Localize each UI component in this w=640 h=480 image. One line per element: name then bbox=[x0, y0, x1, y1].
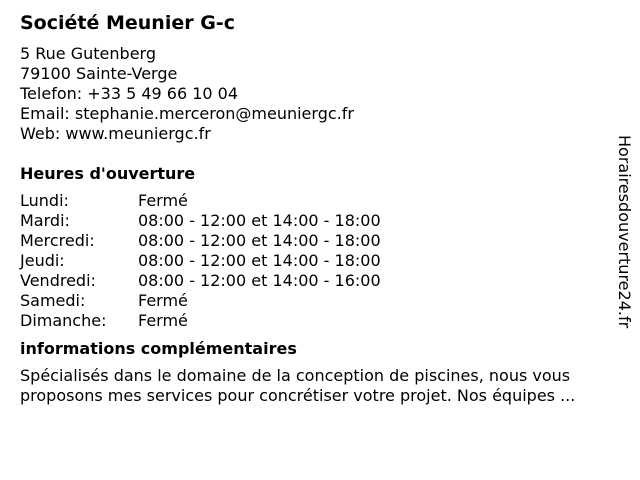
hours-time: Fermé bbox=[138, 311, 188, 330]
hours-row-sunday bbox=[20, 311, 620, 331]
web-line: Web: www.meuniergc.fr bbox=[20, 124, 211, 143]
hours-time: Fermé bbox=[138, 191, 188, 210]
hours-time: 08:00 - 12:00 et 14:00 - 18:00 bbox=[138, 211, 381, 230]
site-watermark: Horairesdouverture24.fr bbox=[615, 135, 634, 329]
hours-row-friday bbox=[20, 271, 620, 291]
hours-table bbox=[20, 191, 620, 331]
hours-time: 08:00 - 12:00 et 14:00 - 18:00 bbox=[138, 251, 381, 270]
hours-time: Fermé bbox=[138, 291, 188, 310]
hours-day: Samedi: bbox=[20, 291, 86, 310]
hours-heading: Heures d'ouverture bbox=[20, 164, 196, 183]
email-line: Email: stephanie.merceron@meuniergc.fr bbox=[20, 104, 354, 123]
hours-time: 08:00 - 12:00 et 14:00 - 18:00 bbox=[138, 231, 381, 250]
hours-day: Dimanche: bbox=[20, 311, 107, 330]
company-name: Société Meunier G-c bbox=[20, 12, 235, 34]
hours-day: Jeudi: bbox=[20, 251, 65, 270]
address-street: 5 Rue Gutenberg bbox=[20, 44, 156, 63]
hours-day: Vendredi: bbox=[20, 271, 96, 290]
hours-row-tuesday bbox=[20, 211, 620, 231]
address-city: 79100 Sainte-Verge bbox=[20, 64, 178, 83]
info-heading: informations complémentaires bbox=[20, 339, 297, 358]
hours-row-thursday bbox=[20, 251, 620, 271]
phone-line: Telefon: +33 5 49 66 10 04 bbox=[20, 84, 239, 103]
hours-row-wednesday bbox=[20, 231, 620, 251]
info-description bbox=[20, 366, 630, 406]
hours-row-saturday bbox=[20, 291, 620, 311]
company-card bbox=[20, 10, 620, 406]
address-block bbox=[20, 44, 620, 144]
hours-day: Mercredi: bbox=[20, 231, 95, 250]
info-line: Spécialisés dans le domaine de la conception de piscines, nous vous bbox=[20, 366, 571, 385]
hours-row-monday bbox=[20, 191, 620, 211]
info-line: proposons mes services pour concrétiser votre projet. Nos équipes ... bbox=[20, 386, 576, 405]
hours-day: Lundi: bbox=[20, 191, 69, 210]
hours-time: 08:00 - 12:00 et 14:00 - 16:00 bbox=[138, 271, 381, 290]
hours-day: Mardi: bbox=[20, 211, 70, 230]
